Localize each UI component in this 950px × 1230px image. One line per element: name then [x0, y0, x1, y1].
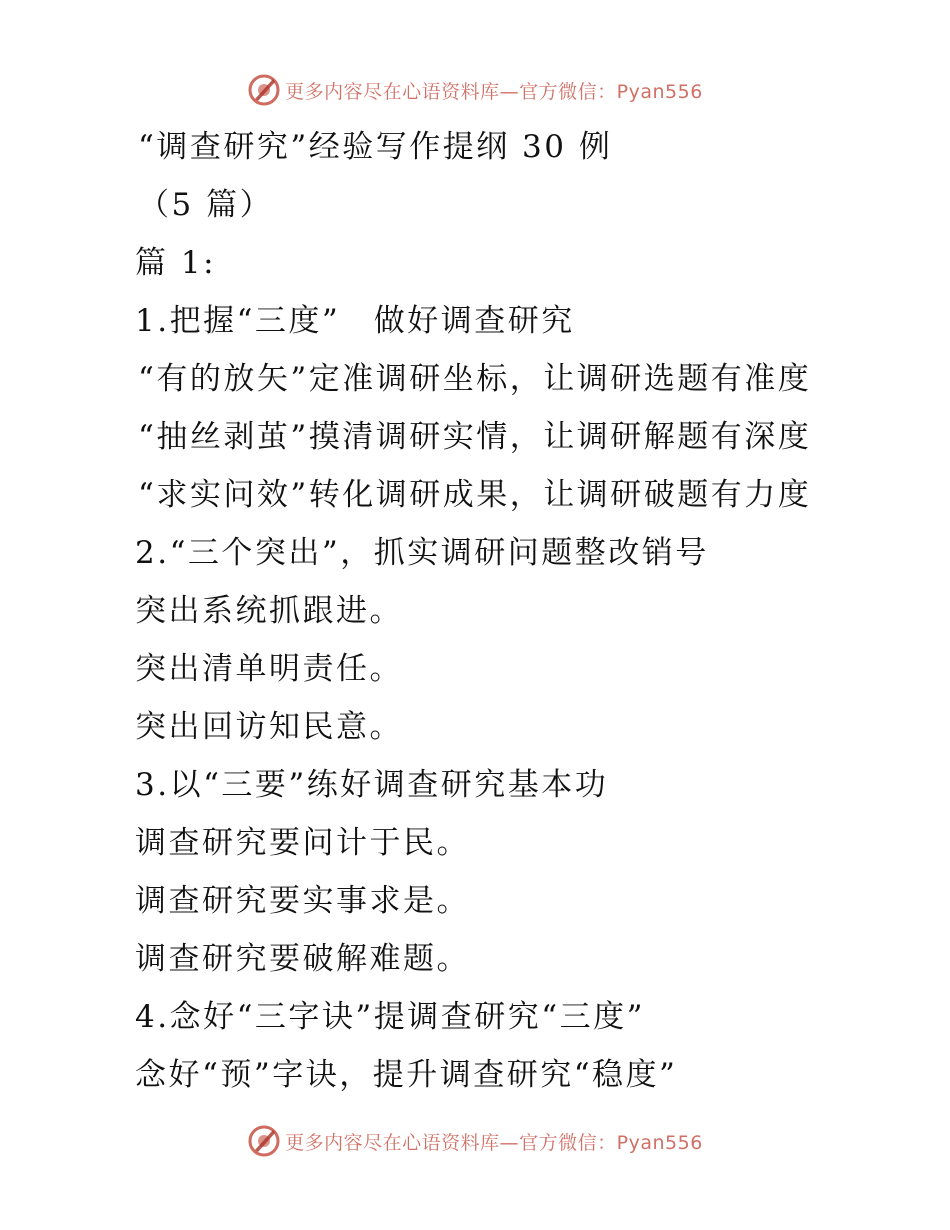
- watermark-banner-top: [0, 70, 950, 110]
- sub-point: “抽丝剥茧”摸清调研实情，让调研解题有深度: [138, 419, 812, 455]
- watermark-text: 更多内容尽在心语资料库—官方微信：Pyan556: [285, 80, 703, 103]
- sub-point: “有的放矢”定准调研坐标，让调研选题有准度: [138, 361, 812, 397]
- section-heading: 篇 1:: [135, 245, 217, 281]
- quill-seal-icon: [247, 73, 281, 107]
- sub-point: 调查研究要实事求是。: [135, 883, 470, 919]
- sub-point: 突出系统抓跟进。: [135, 593, 403, 629]
- sub-point: 念好“预”字诀，提升调查研究“稳度”: [135, 1057, 678, 1093]
- sub-point: 突出回访知民意。: [135, 709, 403, 745]
- item-heading: 4.念好“三字诀”提调查研究“三度”: [135, 999, 645, 1035]
- quill-seal-icon: [247, 1124, 281, 1158]
- item-heading: 1.把握“三度” 做好调查研究: [135, 303, 575, 339]
- sub-point: 调查研究要破解难题。: [135, 941, 470, 977]
- sub-point: 调查研究要问计于民。: [135, 825, 470, 861]
- watermark-banner-bottom: [0, 1121, 950, 1161]
- item-heading: 2.“三个突出”，抓实调研问题整改销号: [135, 535, 709, 571]
- document-count: （5 篇）: [138, 187, 274, 223]
- document-title: “调查研究”经验写作提纲 30 例: [138, 129, 613, 165]
- item-heading: 3.以“三要”练好调查研究基本功: [135, 767, 609, 803]
- watermark-text: 更多内容尽在心语资料库—官方微信：Pyan556: [285, 1131, 703, 1154]
- sub-point: 突出清单明责任。: [135, 651, 403, 687]
- sub-point: “求实问效”转化调研成果，让调研破题有力度: [138, 477, 812, 513]
